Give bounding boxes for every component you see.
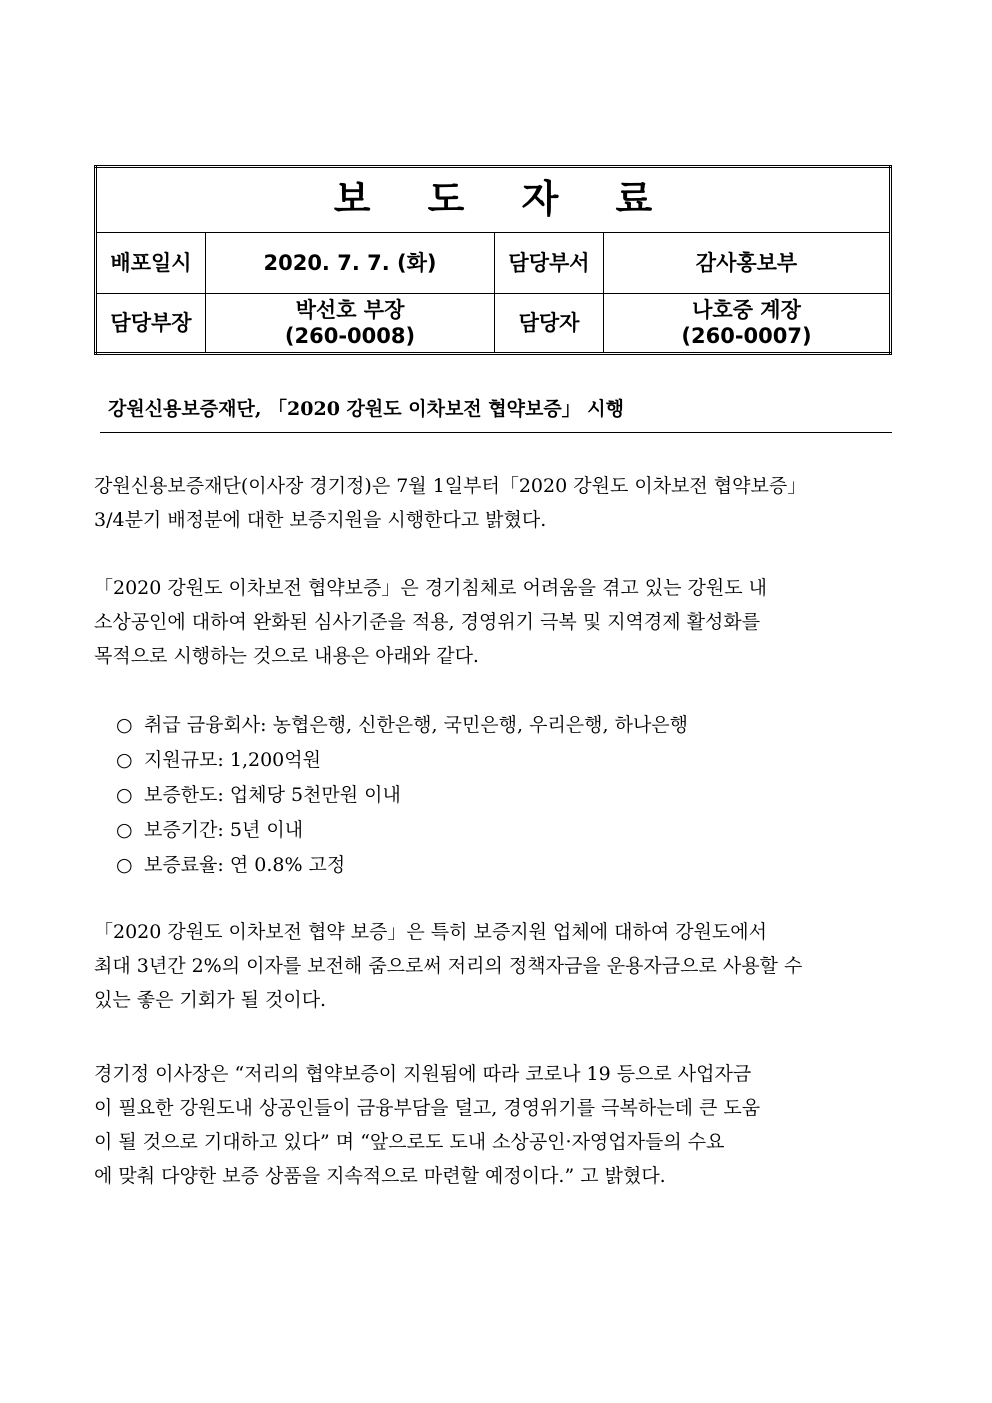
paragraph-line: 에 맞춰 다양한 보증 상품을 지속적으로 마련할 예정이다.” 고 밝혔다. [94, 1165, 666, 1187]
manager-name: 박선호 부장 [295, 297, 405, 322]
contact-person-label: 담당자 [495, 293, 604, 353]
paragraph-intro [94, 469, 899, 537]
headline: 강원신용보증재단, 「2020 강원도 이차보전 협약보증」 시행 [100, 395, 892, 433]
manager-label: 담당부장 [96, 293, 206, 353]
list-item [116, 813, 688, 848]
paragraph-line: 최대 3년간 2%의 이자를 보전해 줌으로써 저리의 정책자금을 운용자금으로 사용할 수 [94, 955, 803, 977]
list-item [116, 708, 688, 743]
list-item [116, 778, 688, 813]
paragraph-line: 3/4분기 배정분에 대한 보증지원을 시행한다고 밝혔다. [94, 509, 547, 531]
paragraph-line: 있는 좋은 기회가 될 것이다. [94, 989, 327, 1011]
circle-bullet-icon: ○ [116, 714, 133, 736]
paragraph-line: 소상공인에 대하여 완화된 심사기준을 적용, 경영위기 극복 및 지역경제 활성화를 [94, 611, 761, 633]
list-item-text: 취급 금융회사: 농협은행, 신한은행, 국민은행, 우리은행, 하나은행 [144, 714, 689, 736]
document-title: 보 도 자 료 [96, 167, 891, 233]
release-date-label: 배포일시 [96, 233, 206, 293]
circle-bullet-icon: ○ [116, 784, 133, 806]
list-item-text: 지원규모: 1,200억원 [144, 749, 321, 771]
manager-value [206, 293, 495, 353]
contact-person-name: 나호중 계장 [692, 297, 801, 322]
list-item [116, 848, 688, 883]
paragraph-purpose [94, 571, 899, 673]
release-date-value: 2020. 7. 7. (화) [206, 233, 495, 293]
paragraph-quote [94, 1057, 899, 1193]
paragraph-line: 「2020 강원도 이차보전 협약보증」은 경기침체로 어려움을 겪고 있는 강원도 내 [94, 577, 767, 599]
department-label: 담당부서 [495, 233, 604, 293]
paragraph-benefit [94, 915, 899, 1017]
paragraph-line: 이 될 것으로 기대하고 있다” 며 “앞으로도 도내 소상공인·자영업자들의 수요 [94, 1131, 725, 1153]
support-details-list [116, 708, 688, 883]
contact-person-value [604, 293, 891, 353]
department-value: 감사홍보부 [604, 233, 891, 293]
list-item-text: 보증기간: 5년 이내 [144, 819, 304, 841]
list-item-text: 보증한도: 업체당 5천만원 이내 [144, 784, 401, 806]
paragraph-line: 이 필요한 강원도내 상공인들이 금융부담을 덜고, 경영위기를 극복하는데 큰 도움 [94, 1097, 761, 1119]
paragraph-line: 「2020 강원도 이차보전 협약 보증」은 특히 보증지원 업체에 대하여 강원도에서 [94, 921, 767, 943]
list-item [116, 743, 688, 778]
press-release-info-table [94, 165, 892, 355]
circle-bullet-icon: ○ [116, 819, 133, 841]
circle-bullet-icon: ○ [116, 854, 133, 876]
paragraph-line: 경기정 이사장은 “저리의 협약보증이 지원됨에 따라 코로나 19 등으로 사업자금 [94, 1063, 752, 1085]
circle-bullet-icon: ○ [116, 749, 133, 771]
paragraph-line: 목적으로 시행하는 것으로 내용은 아래와 같다. [94, 645, 479, 667]
list-item-text: 보증료율: 연 0.8% 고정 [144, 854, 346, 876]
manager-phone: (260-0008) [284, 323, 416, 348]
contact-person-phone: (260-0007) [681, 323, 812, 348]
paragraph-line: 강원신용보증재단(이사장 경기정)은 7월 1일부터「2020 강원도 이차보전 협약보증」 [94, 475, 807, 497]
